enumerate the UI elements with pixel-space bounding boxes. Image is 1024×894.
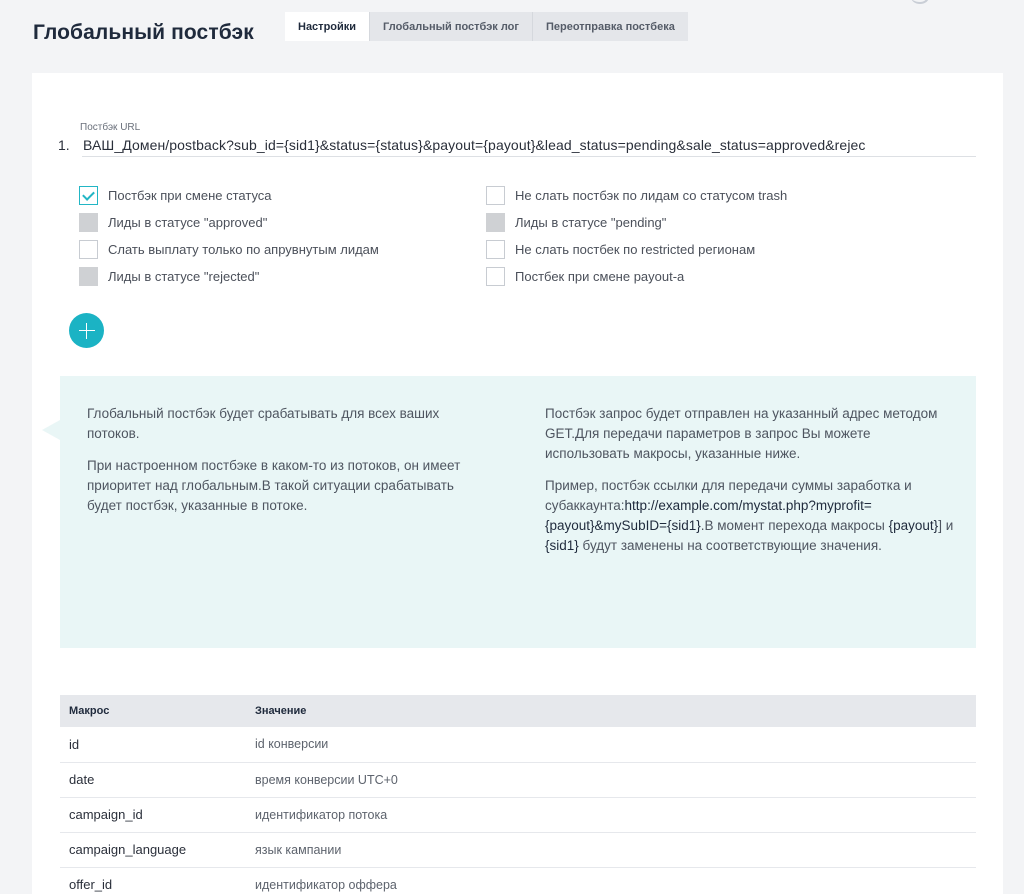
info-right-column bbox=[545, 404, 955, 568]
tab-global-postback-log[interactable]: Глобальный постбэк лог bbox=[370, 12, 533, 41]
checkbox-disabled bbox=[79, 213, 98, 232]
info-text: Постбэк запрос будет отправлен на указанный адрес методом GET.Для передачи параметров в запрос Вы можете использовать макросы, указанные ниже. bbox=[545, 406, 938, 461]
macro-value: id конверсии bbox=[246, 727, 976, 762]
settings-card bbox=[32, 73, 1003, 894]
macro-value: язык кампании bbox=[246, 832, 976, 867]
page-title: Глобальный постбэк bbox=[33, 21, 254, 44]
example-link: http://example.com/mystat.php?myprofit={payout}&mySubID={sid1} bbox=[545, 498, 872, 533]
table-row bbox=[60, 727, 976, 762]
macro-key: id bbox=[60, 727, 246, 762]
table-row bbox=[60, 867, 976, 894]
tab-settings[interactable]: Настройки bbox=[285, 12, 370, 41]
option-leads-pending: Лиды в статусе "pending" bbox=[486, 213, 846, 231]
table-header-row bbox=[60, 695, 976, 727]
macro-key: campaign_language bbox=[60, 832, 246, 867]
option-leads-approved: Лиды в статусе "approved" bbox=[79, 213, 486, 231]
checkbox-checked[interactable] bbox=[79, 186, 98, 205]
checkbox[interactable] bbox=[486, 240, 505, 259]
macro-value: идентификатор потока bbox=[246, 797, 976, 832]
tab-postback-resend[interactable]: Переотправка постбека bbox=[533, 12, 688, 41]
macro-key: campaign_id bbox=[60, 797, 246, 832]
column-header-macro: Макрос bbox=[60, 695, 246, 727]
info-panel bbox=[60, 376, 976, 648]
postback-options bbox=[79, 186, 879, 285]
checkbox-disabled bbox=[79, 267, 98, 286]
info-text: Глобальный постбэк будет срабатывать для всех ваших потоков. bbox=[87, 406, 440, 441]
macro-value: идентификатор оффера bbox=[246, 867, 976, 894]
checkbox[interactable] bbox=[486, 267, 505, 286]
user-avatar-icon[interactable] bbox=[911, 0, 929, 4]
info-example: Пример, постбэк ссылки для передачи суммы заработка и субаккаунта:http://example.com/mystat.php?myprofit={payout}&mySubID={sid1}.В момент перехода макросы {payout}] и {sid1} будут заменены на соответствующие значения. bbox=[545, 478, 954, 553]
table-row bbox=[60, 762, 976, 797]
table-row bbox=[60, 797, 976, 832]
info-text: При настроенном постбэке в каком-то из потоков, он имеет приоритет над глобальным.В такой ситуации срабатывать будет постбэк, указанные в потоке. bbox=[87, 458, 461, 513]
postback-url-label: Постбэк URL bbox=[80, 122, 141, 133]
option-no-postback-restricted[interactable]: Не слать постбек по restricted регионам bbox=[486, 240, 846, 258]
add-postback-button[interactable] bbox=[69, 313, 104, 348]
checkbox[interactable] bbox=[486, 186, 505, 205]
option-payout-approved-only[interactable]: Слать выплату только по апрувнутым лидам bbox=[79, 240, 486, 258]
macro-value: время конверсии UTC+0 bbox=[246, 762, 976, 797]
postback-url-number: 1. bbox=[58, 137, 70, 153]
macro-payout: {payout} bbox=[888, 518, 939, 533]
column-header-value: Значение bbox=[246, 695, 976, 727]
option-no-postback-trash[interactable]: Не слать постбэк по лидам со статусом trash bbox=[486, 186, 846, 204]
postback-url-input[interactable] bbox=[82, 134, 976, 157]
option-leads-rejected: Лиды в статусе "rejected" bbox=[79, 267, 486, 285]
checkbox[interactable] bbox=[79, 240, 98, 259]
checkbox-disabled bbox=[486, 213, 505, 232]
macro-key: date bbox=[60, 762, 246, 797]
tab-bar bbox=[285, 12, 688, 41]
info-left-column bbox=[87, 404, 482, 528]
table-row bbox=[60, 832, 976, 867]
option-postback-on-payout-change[interactable]: Постбек при смене payout-а bbox=[486, 267, 846, 285]
option-postback-on-status-change[interactable]: Постбэк при смене статуса bbox=[79, 186, 486, 204]
macro-sid1: {sid1} bbox=[545, 538, 579, 553]
macro-table bbox=[60, 695, 976, 894]
macro-key: offer_id bbox=[60, 867, 246, 894]
